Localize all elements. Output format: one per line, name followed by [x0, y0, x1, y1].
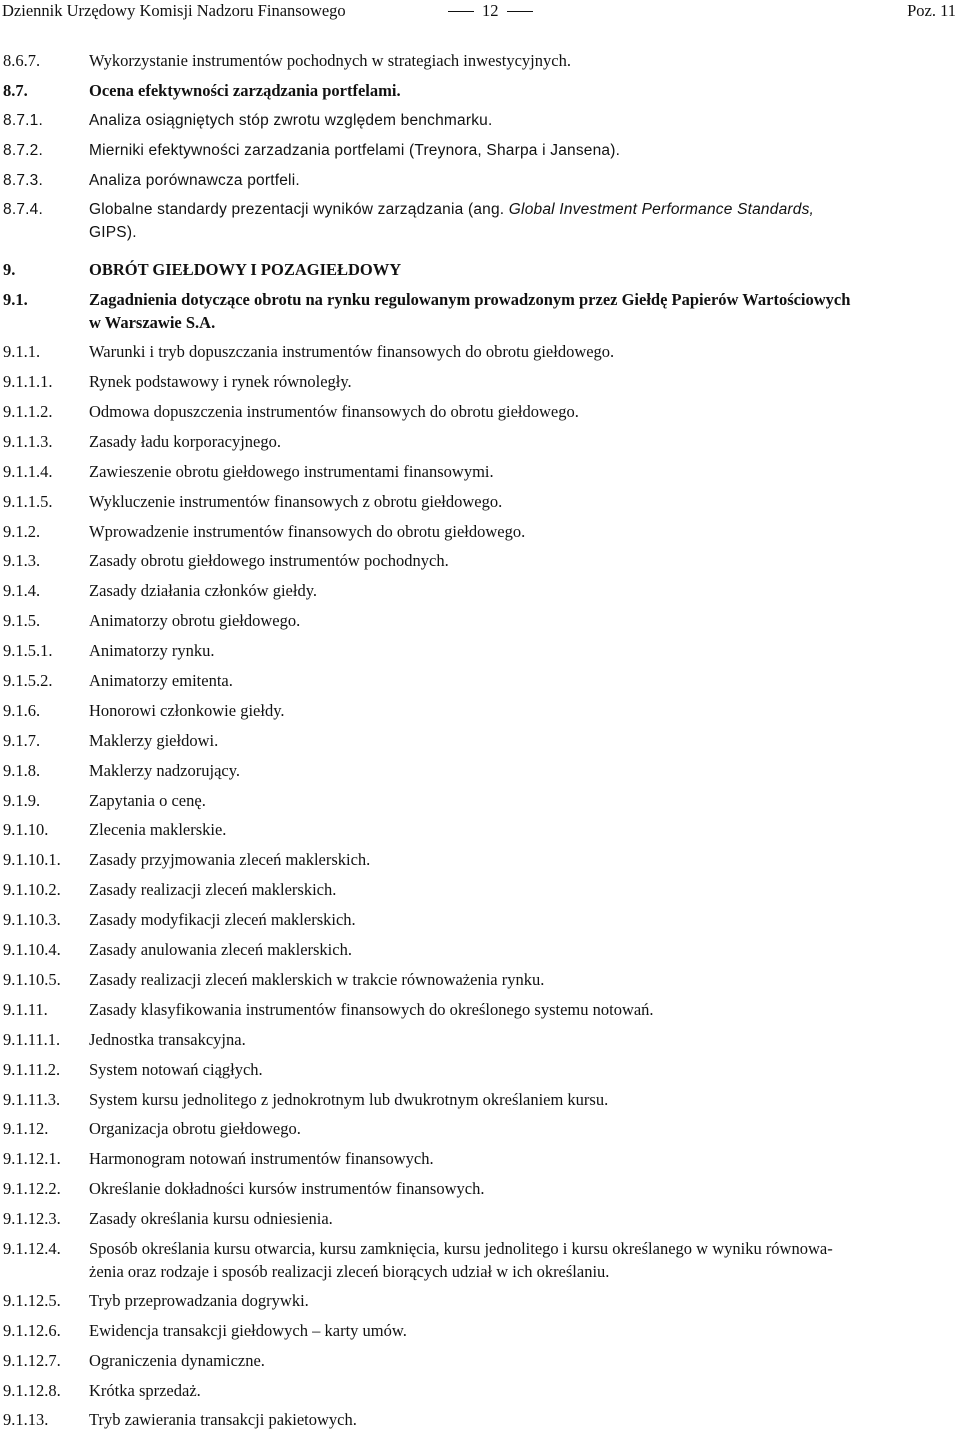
toc-entry — [3, 998, 958, 1022]
entry-number: 9.1.1.5. — [3, 491, 53, 511]
page-number: 12 — [482, 1, 499, 20]
entry-number: 8.6.7. — [3, 51, 41, 70]
entry-number: 9.1.10.1. — [3, 850, 61, 870]
entry-number: 8.7.4. — [3, 201, 43, 219]
entry-text: Animatorzy rynku. — [89, 641, 215, 661]
entry-text: Zasady klasyfikowania instrumentów finansowych do określonego systemu notowań. — [89, 999, 654, 1019]
entry-text: Zlecenia maklerskie. — [89, 820, 227, 840]
toc-entry — [3, 908, 958, 932]
entry-text-continuation: w Warszawie S.A. — [89, 313, 216, 333]
entry-number: 9.1.1.3. — [3, 431, 53, 451]
entry-number: 9.1.10.4. — [3, 940, 61, 960]
entry-text: Odmowa dopuszczenia instrumentów finansowych do obrotu giełdowego. — [89, 402, 579, 422]
entry-number: 9.1.10.3. — [3, 910, 61, 930]
toc-entry — [3, 1058, 958, 1082]
toc-entry — [3, 460, 958, 484]
entry-text: Mierniki efektywności zarzadzania portfelami (Treynora, Sharpa i Jansena). — [89, 141, 621, 159]
entry-text: Ewidencja transakcji giełdowych – karty umów. — [89, 1320, 407, 1340]
toc-entry — [3, 430, 958, 454]
page-number-group — [440, 0, 541, 22]
entry-number: 9.1.12.7. — [3, 1350, 61, 1370]
entry-text: Warunki i tryb dopuszczania instrumentów finansowych do obrotu giełdowego. — [89, 342, 615, 362]
entry-text: Ograniczenia dynamiczne. — [89, 1350, 265, 1370]
toc-entry — [3, 848, 958, 872]
toc-entry — [3, 669, 958, 693]
toc-entry — [3, 1349, 958, 1373]
entry-number: 9.1.1.2. — [3, 402, 53, 422]
entry-text: Analiza porównawcza portfeli. — [89, 171, 300, 189]
entry-number: 9.1.12.4. — [3, 1238, 61, 1258]
entry-number: 9.1.12.3. — [3, 1209, 61, 1229]
toc-entry — [3, 639, 958, 663]
entry-text: Analiza osiągniętych stóp zwrotu względem benchmarku. — [89, 111, 493, 129]
toc-entry — [3, 1028, 958, 1052]
entry-number: 9.1.5.1. — [3, 641, 53, 661]
entry-text: Animatorzy emitenta. — [89, 671, 233, 691]
entry-text: Ocena efektywności zarządzania portfelami. — [89, 80, 401, 100]
entry-text: Zasady realizacji zleceń maklerskich w trakcie równoważenia rynku. — [89, 969, 545, 989]
entry-number: 9.1.4. — [3, 581, 41, 601]
entry-number: 9.1.12.1. — [3, 1149, 61, 1169]
entry-text — [89, 288, 958, 334]
page-header — [2, 0, 956, 24]
entry-text — [89, 1237, 958, 1283]
toc-entry — [3, 1177, 958, 1201]
toc-entry — [3, 1207, 958, 1231]
toc-entry — [3, 759, 958, 783]
toc-entry — [3, 198, 958, 244]
entry-text: Zasady obrotu giełdowego instrumentów pochodnych. — [89, 551, 449, 571]
entry-number: 9.1.11.2. — [3, 1059, 61, 1079]
entry-number: 9.1.11. — [3, 999, 48, 1019]
entry-number: 9.1.11.3. — [3, 1089, 61, 1109]
entry-text: Jednostka transakcyjna. — [89, 1029, 246, 1049]
toc-entry — [3, 878, 958, 902]
entry-text — [89, 198, 958, 244]
entry-text: Animatorzy obrotu giełdowego. — [89, 611, 301, 631]
entry-text: Maklerzy giełdowi. — [89, 730, 219, 750]
entry-text-part: Zagadnienia dotyczące obrotu na rynku regulowanym prowadzonym przez Giełdę Papierów Wartościowych — [89, 290, 851, 310]
entry-text: OBRÓT GIEŁDOWY I POZAGIEŁDOWY — [89, 260, 402, 280]
entry-number: 9.1.2. — [3, 521, 41, 541]
toc-entry — [3, 1237, 958, 1283]
entry-text: Wykluczenie instrumentów finansowych z obrotu giełdowego. — [89, 491, 503, 511]
entry-text-part: Sposób określania kursu otwarcia, kursu zamknięcia, kursu jednolitego i kursu określanego w wyniku równowa- — [89, 1238, 833, 1258]
entry-text: Zapytania o cenę. — [89, 790, 206, 810]
entry-text: Zawieszenie obrotu giełdowego instrumentami finansowymi. — [89, 461, 494, 481]
entry-text: Zasady ładu korporacyjnego. — [89, 431, 281, 451]
entry-text: Zasady działania członków giełdy. — [89, 581, 318, 601]
entry-number: 9.1.10.2. — [3, 880, 61, 900]
entry-text: System kursu jednolitego z jednokrotnym lub dwukrotnym określaniem kursu. — [89, 1089, 609, 1109]
entry-text: Wprowadzenie instrumentów finansowych do obrotu giełdowego. — [89, 521, 526, 541]
entry-number: 9.1.1. — [3, 342, 41, 362]
entry-number: 8.7.3. — [3, 171, 43, 189]
entry-text: Zasady określania kursu odniesienia. — [89, 1209, 333, 1229]
entry-number: 9.1.12.6. — [3, 1320, 61, 1340]
toc-entry — [3, 139, 958, 163]
entry-text: Wykorzystanie instrumentów pochodnych w strategiach inwestycyjnych. — [89, 51, 571, 70]
toc-entry — [3, 938, 958, 962]
entry-number: 9.1.3. — [3, 551, 41, 571]
entry-number: 9.1.5.2. — [3, 671, 53, 691]
position-number: Poz. 11 — [907, 1, 956, 20]
entry-text: Zasady przyjmowania zleceń maklerskich. — [89, 850, 371, 870]
toc-entry — [3, 520, 958, 544]
toc-entry — [3, 169, 958, 193]
entry-number: 9.1.9. — [3, 790, 41, 810]
entry-text-continuation: żenia oraz rodzaje i sposób realizacji zleceń biorących udział w ich określaniu. — [89, 1261, 610, 1281]
entry-number: 9.1.12.8. — [3, 1380, 61, 1400]
entry-text: Tryb zawierania transakcji pakietowych. — [89, 1410, 357, 1430]
toc-entry — [3, 1319, 958, 1343]
entry-number: 9.1.13. — [3, 1410, 49, 1430]
entry-number: 9. — [3, 260, 16, 280]
entry-text: Krótka sprzedaż. — [89, 1380, 201, 1400]
toc-entry — [3, 549, 958, 573]
entry-number: 9.1.1.4. — [3, 461, 53, 481]
toc-entry — [3, 1379, 958, 1403]
entry-text: Honorowi członkowie giełdy. — [89, 700, 285, 720]
dash-right — [507, 11, 533, 12]
entry-text: Zasady realizacji zleceń maklerskich. — [89, 880, 337, 900]
toc-entry — [3, 968, 958, 992]
entry-number: 9.1.1.1. — [3, 372, 53, 392]
entry-number: 9.1.7. — [3, 730, 41, 750]
toc-entry — [3, 1117, 958, 1141]
entry-number: 8.7.2. — [3, 141, 43, 159]
entry-text: Harmonogram notowań instrumentów finansowych. — [89, 1149, 434, 1169]
toc-entry — [3, 789, 958, 813]
toc-entry — [3, 400, 958, 424]
entry-number: 9.1.10.5. — [3, 969, 61, 989]
toc-entry — [3, 699, 958, 723]
toc-entry — [3, 609, 958, 633]
entry-text: Maklerzy nadzorujący. — [89, 760, 241, 780]
toc-entry — [3, 340, 958, 364]
entry-text-continuation: GIPS). — [89, 224, 137, 242]
entry-text: Zasady anulowania zleceń maklerskich. — [89, 940, 352, 960]
table-of-contents — [3, 49, 958, 1438]
toc-entry — [3, 288, 958, 334]
toc-entry — [3, 1289, 958, 1313]
toc-section-heading — [3, 258, 958, 282]
entry-number: 8.7. — [3, 80, 28, 100]
entry-number: 9.1.11.1. — [3, 1029, 61, 1049]
toc-entry — [3, 49, 958, 73]
entry-number: 9.1.6. — [3, 700, 41, 720]
entry-number: 9.1. — [3, 290, 28, 310]
entry-text: Organizacja obrotu giełdowego. — [89, 1119, 301, 1139]
toc-entry — [3, 79, 958, 103]
toc-entry — [3, 729, 958, 753]
entry-text-italic: Global Investment Performance Standards, — [508, 201, 815, 219]
toc-entry — [3, 1408, 958, 1432]
entry-number: 9.1.8. — [3, 760, 41, 780]
entry-text: Rynek podstawowy i rynek równoległy. — [89, 372, 352, 392]
journal-title: Dziennik Urzędowy Komisji Nadzoru Finansowego — [2, 1, 346, 20]
entry-number: 9.1.12.5. — [3, 1290, 61, 1310]
entry-text: Określanie dokładności kursów instrumentów finansowych. — [89, 1179, 485, 1199]
entry-number: 8.7.1. — [3, 111, 43, 129]
toc-entry — [3, 1147, 958, 1171]
toc-entry — [3, 818, 958, 842]
entry-number: 9.1.12. — [3, 1119, 49, 1139]
toc-entry — [3, 109, 958, 133]
entry-number: 9.1.12.2. — [3, 1179, 61, 1199]
entry-text: System notowań ciągłych. — [89, 1059, 263, 1079]
toc-entry — [3, 370, 958, 394]
entry-text: Tryb przeprowadzania dogrywki. — [89, 1290, 309, 1310]
entry-number: 9.1.10. — [3, 820, 49, 840]
toc-entry — [3, 579, 958, 603]
dash-left — [448, 11, 474, 12]
entry-text-part: Globalne standardy prezentacji wyników zarządzania (ang. — [89, 201, 509, 219]
entry-text: Zasady modyfikacji zleceń maklerskich. — [89, 910, 356, 930]
toc-entry — [3, 490, 958, 514]
toc-entry — [3, 1088, 958, 1112]
entry-number: 9.1.5. — [3, 611, 41, 631]
